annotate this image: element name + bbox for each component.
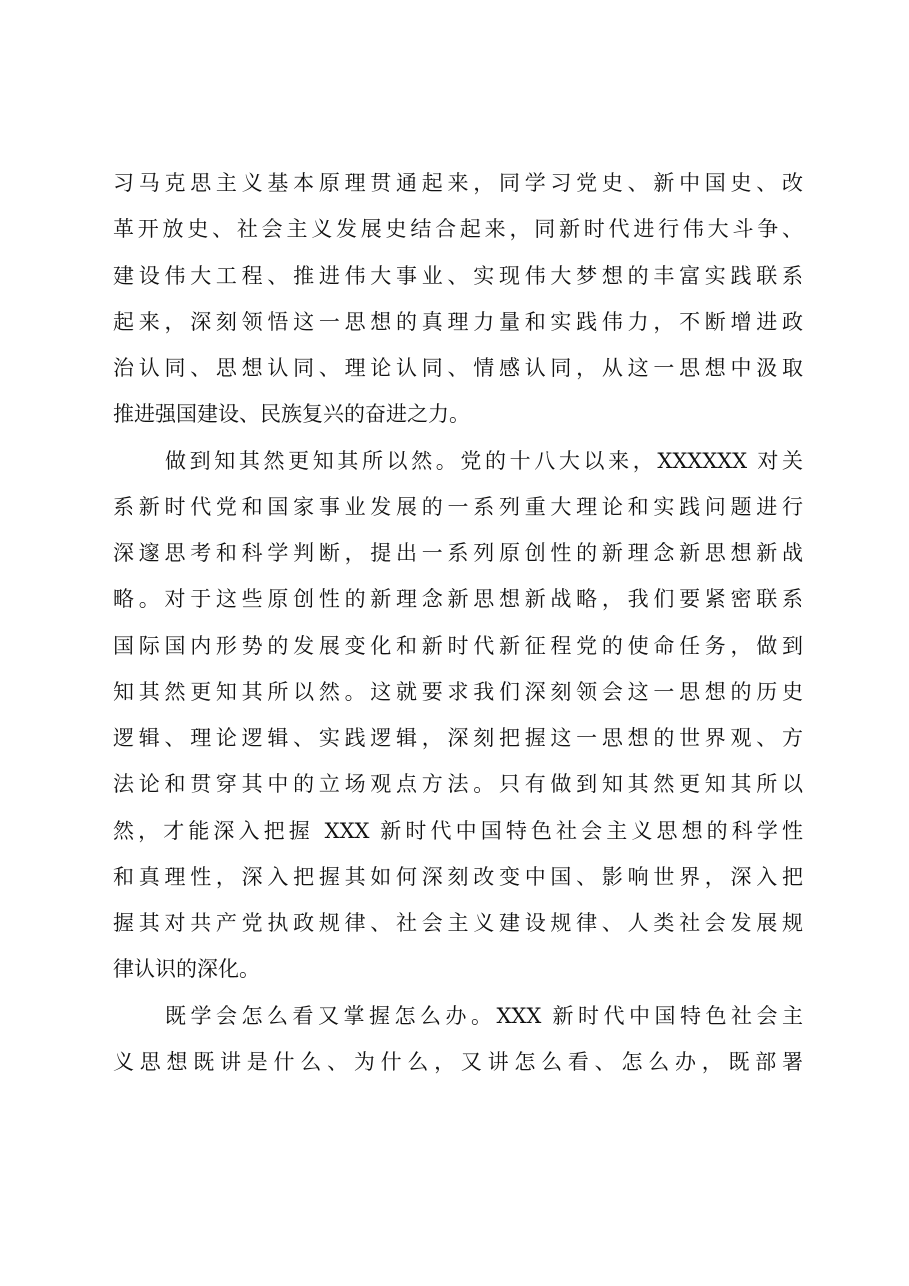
- text-line: 律认识的深化。: [113, 957, 260, 982]
- body-text: [113, 160, 803, 1085]
- text-line: 然，才能深入把握 XXX 新时代中国特色社会主义思想的科学性: [113, 818, 803, 843]
- text-line: 知其然更知其所以然。这就要求我们深刻领会这一思想的历史: [113, 679, 803, 704]
- text-line: 习马克思主义基本原理贯通起来，同学习党史、新中国史、改: [113, 171, 803, 195]
- text-line: 和真理性，深入把握其如何深刻改变中国、影响世界，深入把: [113, 864, 803, 889]
- text-line: 治认同、思想认同、理论认同、情感认同，从这一思想中汲取: [113, 356, 803, 380]
- text-line: 推进强国建设、民族复兴的奋进之力。: [113, 402, 470, 427]
- text-line: 略。对于这些原创性的新理念新思想新战略，我们要紧密联系: [113, 587, 803, 612]
- text-line: 建设伟大工程、推进伟大事业、实现伟大梦想的丰富实践联系: [113, 263, 803, 288]
- text-line: 革开放史、社会主义发展史结合起来，同新时代进行伟大斗争、: [113, 217, 803, 242]
- text-line: 法论和贯穿其中的立场观点方法。只有做到知其然更知其所以: [113, 772, 803, 797]
- text-line: 系新时代党和国家事业发展的一系列重大理论和实践问题进行: [113, 494, 803, 519]
- text-line: 做到知其然更知其所以然。党的十八大以来，XXXXXX 对关: [165, 448, 803, 473]
- text-line: 握其对共产党执政规律、社会主义建设规律、人类社会发展规: [113, 911, 803, 935]
- text-line: 义思想既讲是什么、为什么，又讲怎么看、怎么办，既部署: [113, 1049, 803, 1074]
- text-line: 国际国内形势的发展变化和新时代新征程党的使命任务，做到: [113, 633, 803, 658]
- text-line: 起来，深刻领悟这一思想的真理力量和实践伟力，不断增进政: [113, 309, 803, 334]
- text-line: 既学会怎么看又掌握怎么办。XXX 新时代中国特色社会主: [165, 1003, 803, 1028]
- text-line: 深邃思考和科学判断，提出一系列原创性的新理念新思想新战: [113, 541, 803, 565]
- text-line: 逻辑、理论逻辑、实践逻辑，深刻把握这一思想的世界观、方: [113, 726, 803, 750]
